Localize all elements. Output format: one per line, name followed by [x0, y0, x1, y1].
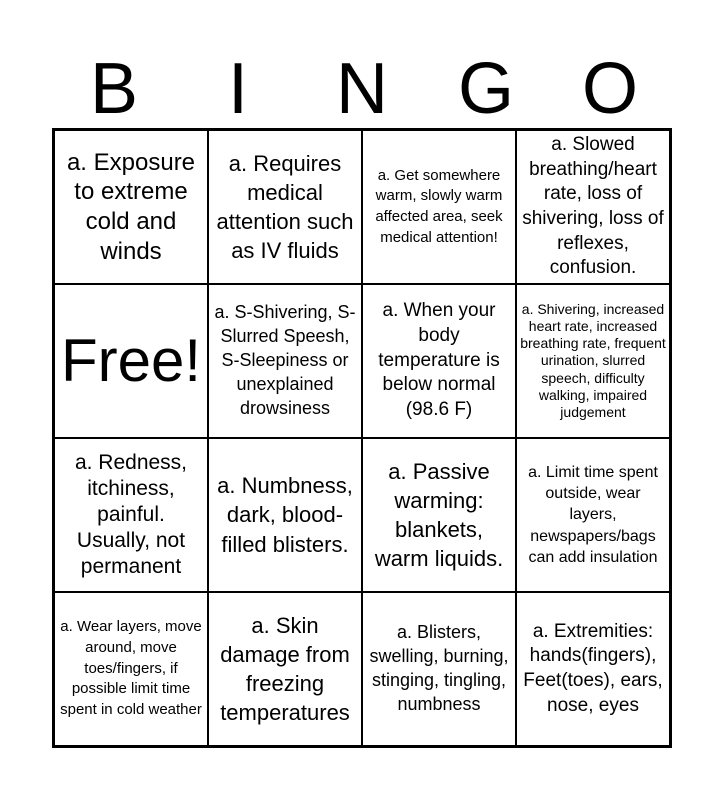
bingo-cell-r4c3[interactable]: [362, 592, 516, 746]
header-letter-o: O: [581, 49, 638, 129]
bingo-cell-r2c4[interactable]: [516, 284, 670, 438]
cell-text: a. Numbness, dark, blood-filled blisters.: [217, 473, 353, 557]
cell-text: a. Passive warming: blankets, warm liquids.: [374, 458, 504, 572]
header-letter-g: G: [457, 49, 514, 129]
cell-text: a. Skin damage from freezing temperatures: [220, 612, 350, 726]
bingo-cell-r2c3[interactable]: [362, 284, 516, 438]
bingo-cell-r1c3[interactable]: [362, 130, 516, 284]
cell-text: a. Exposure to extreme cold and winds: [66, 148, 196, 265]
header-letter-n: N: [336, 49, 388, 129]
cell-text: a. Requires medical attention such as IV fluids: [216, 150, 354, 264]
bingo-cell-r1c1[interactable]: [54, 130, 208, 284]
bingo-cell-r3c1[interactable]: [54, 438, 208, 592]
free-space-label: Free!: [60, 327, 202, 394]
cell-text: a. When your body temperature is below normal (98.6 F): [378, 300, 500, 421]
cell-text: a. Blisters, swelling, burning, stinging, tingling, numbness: [369, 622, 509, 714]
bingo-cell-r3c2[interactable]: [208, 438, 362, 592]
bingo-cell-free[interactable]: [54, 284, 208, 438]
header-letter-i: I: [227, 49, 248, 129]
cell-text: a. Limit time spent outside, wear layers, newspapers/bags can add insulation: [528, 463, 658, 566]
bingo-cell-r1c2[interactable]: [208, 130, 362, 284]
cell-text: a. Slowed breathing/heart rate, loss of shivering, loss of reflexes, confusion.: [522, 133, 664, 279]
bingo-cell-r1c4[interactable]: [516, 130, 670, 284]
cell-text: a. S-Shivering, S-Slurred Speesh, S-Sleepiness or unexplained drowsiness: [214, 302, 356, 418]
cell-text: a. Redness, itchiness, painful. Usually, not permanent: [74, 450, 188, 579]
header-letter-b: B: [89, 49, 139, 129]
bingo-card-grid: [52, 128, 672, 748]
bingo-cell-r2c2[interactable]: [208, 284, 362, 438]
cell-text: a. Wear layers, move around, move toes/fingers, if possible limit time spent in cold weather: [60, 618, 202, 719]
bingo-cell-r3c4[interactable]: [516, 438, 670, 592]
bingo-cell-r3c3[interactable]: [362, 438, 516, 592]
cell-text: a. Get somewhere warm, slowly warm affected area, seek medical attention!: [375, 166, 503, 246]
cell-text: a. Shivering, increased heart rate, increased breathing rate, frequent urination, slurred speech, difficulty walking, impaired judgement: [520, 301, 666, 420]
bingo-header: [52, 50, 672, 128]
bingo-cell-r4c1[interactable]: [54, 592, 208, 746]
bingo-cell-r4c4[interactable]: [516, 592, 670, 746]
cell-text: a. Extremities: hands(fingers), Feet(toes), ears, nose, eyes: [523, 620, 663, 716]
bingo-cell-r4c2[interactable]: [208, 592, 362, 746]
